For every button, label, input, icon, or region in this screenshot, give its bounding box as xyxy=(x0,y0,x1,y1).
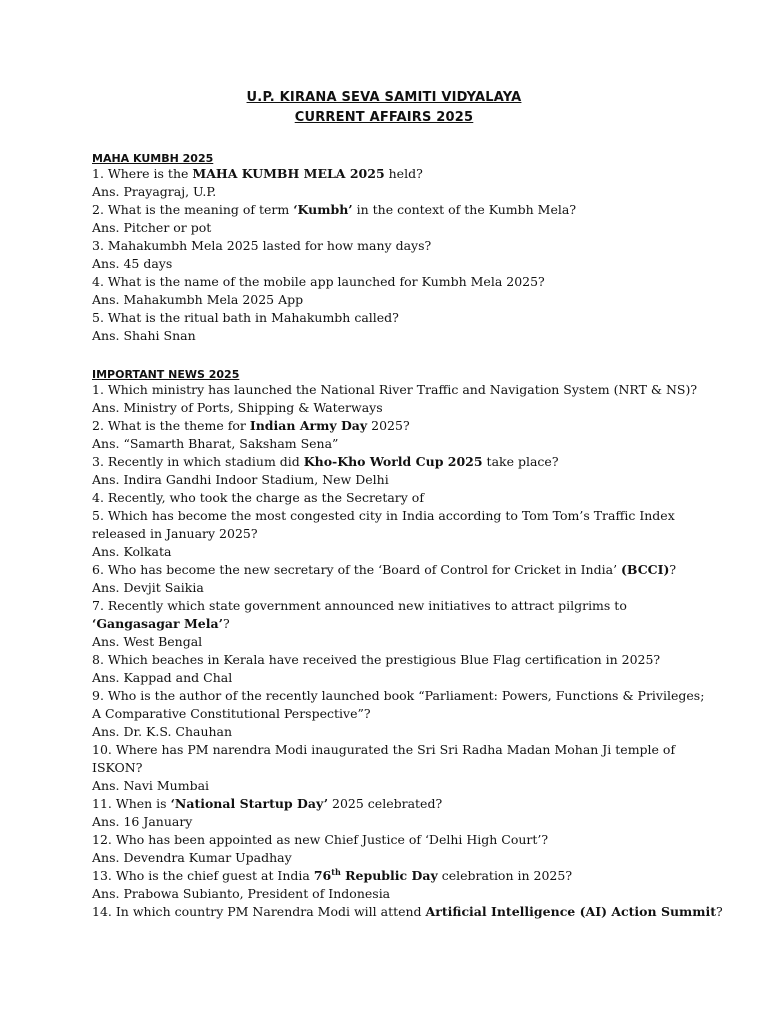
answer-line: Ans. Prabowa Subianto, President of Indonesia xyxy=(92,886,391,901)
question-line: ‘Gangasagar Mela’? xyxy=(92,616,230,631)
question-line: 13. Who is the chief guest at India 76th Republic Day celebration in 2025? xyxy=(92,866,573,883)
question-line: 3. Recently in which stadium did Kho-Kho World Cup 2025 take place? xyxy=(92,454,559,469)
question-line: 4. What is the name of the mobile app launched for Kumbh Mela 2025? xyxy=(92,274,545,289)
question-line: 1. Where is the MAHA KUMBH MELA 2025 held? xyxy=(92,166,423,181)
answer-line: Ans. Mahakumbh Mela 2025 App xyxy=(92,292,304,307)
answer-line: Ans. Indira Gandhi Indoor Stadium, New Delhi xyxy=(92,472,389,487)
question-line: 14. In which country PM Narendra Modi will attend Artificial Intelligence (AI) Action Summit? xyxy=(92,904,723,919)
question-line: 2. What is the meaning of term ‘Kumbh’ in the context of the Kumbh Mela? xyxy=(92,202,577,217)
answer-line: Ans. Devjit Saikia xyxy=(92,580,204,595)
question-line: 9. Who is the author of the recently launched book “Parliament: Powers, Functions & Privileges; xyxy=(92,688,705,703)
question-line: 5. What is the ritual bath in Mahakumbh called? xyxy=(92,310,399,325)
answer-line: Ans. Pitcher or pot xyxy=(92,220,212,235)
question-line: 1. Which ministry has launched the National River Traffic and Navigation System (NRT & NS)? xyxy=(92,382,698,397)
section-heading-important-news: IMPORTANT NEWS 2025 xyxy=(92,368,240,381)
question-line: 6. Who has become the new secretary of the ‘Board of Control for Cricket in India’ (BCCI)? xyxy=(92,562,677,577)
question-line: 8. Which beaches in Kerala have received the prestigious Blue Flag certification in 2025? xyxy=(92,652,661,667)
answer-line: Ans. “Samarth Bharat, Saksham Sena” xyxy=(92,436,339,451)
answer-line: Ans. 16 January xyxy=(92,814,193,829)
answer-line: Ans. Prayagraj, U.P. xyxy=(92,184,217,199)
question-line: A Comparative Constitutional Perspective”? xyxy=(92,706,371,721)
question-line: 11. When is ‘National Startup Day’ 2025 celebrated? xyxy=(92,796,443,811)
section-heading-maha-kumbh: MAHA KUMBH 2025 xyxy=(92,152,214,165)
answer-line: Ans. Ministry of Ports, Shipping & Waterways xyxy=(92,400,383,415)
question-line: 5. Which has become the most congested city in India according to Tom Tom’s Traffic Index xyxy=(92,508,675,523)
document-title: CURRENT AFFAIRS 2025 xyxy=(294,110,474,125)
question-line: ISKON? xyxy=(92,760,143,775)
question-line: 4. Recently, who took the charge as the Secretary of xyxy=(92,490,424,505)
answer-line: Ans. Dr. K.S. Chauhan xyxy=(92,724,233,739)
question-line: 7. Recently which state government announced new initiatives to attract pilgrims to xyxy=(92,598,627,613)
answer-line: Ans. Devendra Kumar Upadhay xyxy=(92,850,292,865)
answer-line: Ans. Kappad and Chal xyxy=(92,670,233,685)
school-title: U.P. KIRANA SEVA SAMITI VIDYALAYA xyxy=(246,90,522,105)
question-line: 3. Mahakumbh Mela 2025 lasted for how many days? xyxy=(92,238,432,253)
question-line: 12. Who has been appointed as new Chief Justice of ‘Delhi High Court’? xyxy=(92,832,549,847)
question-line: released in January 2025? xyxy=(92,526,258,541)
answer-line: Ans. Kolkata xyxy=(92,544,172,559)
answer-line: Ans. Shahi Snan xyxy=(92,328,196,343)
question-line: 2. What is the theme for Indian Army Day 2025? xyxy=(92,418,410,433)
answer-line: Ans. Navi Mumbai xyxy=(92,778,210,793)
answer-line: Ans. West Bengal xyxy=(92,634,203,649)
question-line: 10. Where has PM narendra Modi inaugurated the Sri Sri Radha Madan Mohan Ji temple of xyxy=(92,742,676,757)
answer-line: Ans. 45 days xyxy=(92,256,173,271)
